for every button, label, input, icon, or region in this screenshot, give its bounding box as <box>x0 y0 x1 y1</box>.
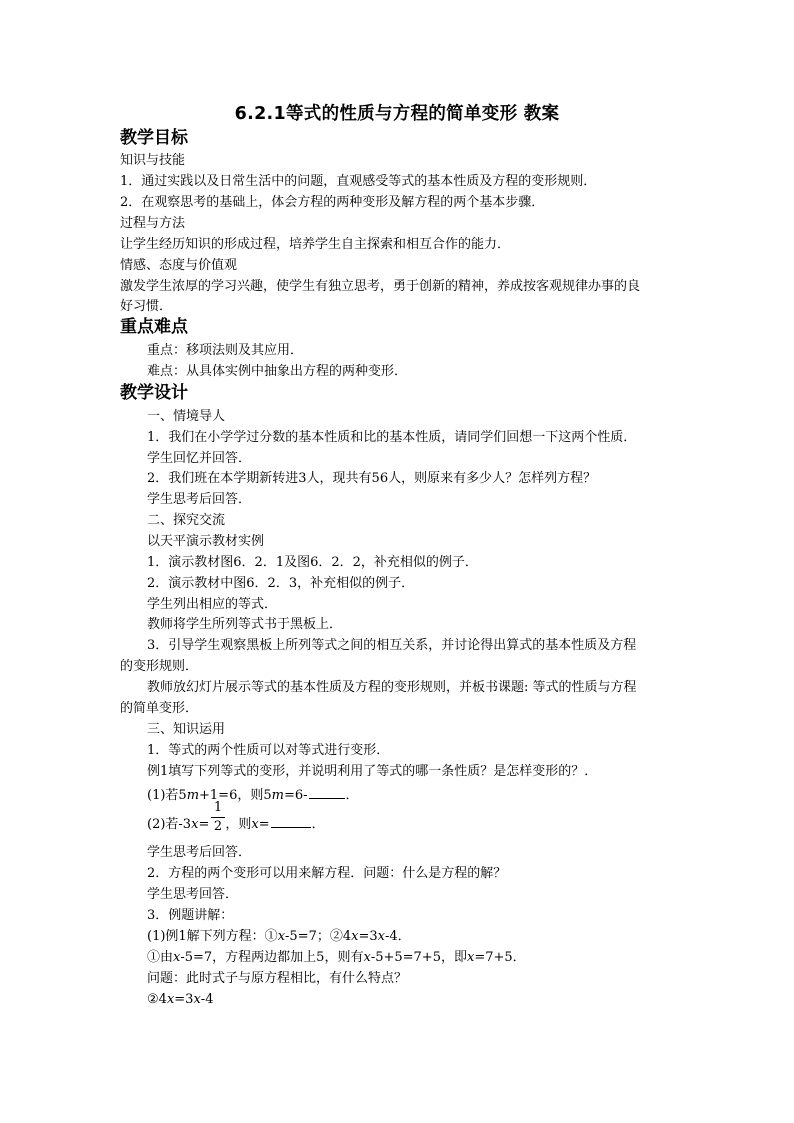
example-line-3 <box>147 929 411 945</box>
example-line-4 <box>147 950 526 966</box>
paragraph-line: 2．我们班在本学期新转进3人，现共有56人，则原来有多少人？怎样列方程？ <box>147 471 597 486</box>
math-text: =3 <box>358 929 378 944</box>
math-variable: x <box>173 950 181 965</box>
math-text: -5+5=7+5，即 <box>370 950 467 965</box>
example-line-2 <box>147 814 325 833</box>
paragraph-line: 学生思考回答． <box>147 887 239 902</box>
subheading-apply: 三、知识运用 <box>147 722 226 737</box>
math-text: = <box>198 817 210 832</box>
example-line-5 <box>147 992 213 1008</box>
paragraph-line: 重点：移项法则及其应用． <box>147 343 304 358</box>
example-line-1 <box>147 785 359 804</box>
math-text: ，则 <box>225 817 252 832</box>
paragraph-line: 好习惯． <box>120 299 173 314</box>
paragraph-line: 的变形规则． <box>120 659 199 674</box>
math-variable: x <box>377 929 385 944</box>
math-text: =7+5． <box>474 950 526 965</box>
math-text: -4． <box>385 929 411 944</box>
paragraph-line: 教师将学生所列等式书于黑板上． <box>147 617 343 632</box>
math-text: -4 <box>200 992 214 1007</box>
math-text: ． <box>311 817 325 832</box>
paragraph-line: 学生思考后回答． <box>147 845 252 860</box>
paragraph-line: 2．演示教材中图6．2．3，补充相似的例子． <box>147 576 415 591</box>
answer-blank <box>309 785 345 799</box>
fraction-numerator: 1 <box>213 800 223 815</box>
paragraph-line: 2．方程的两个变形可以用来解方程．问题：什么是方程的解？ <box>147 866 507 881</box>
paragraph-line: 的简单变形． <box>120 701 199 716</box>
math-text: = <box>258 817 270 832</box>
paragraph-line: 1．我们在小学学过分数的基本性质和比的基本性质，请同学们回想一下这两个性质． <box>147 430 637 445</box>
subheading-knowledge: 知识与技能 <box>120 153 186 168</box>
paragraph-line: 难点：从具体实例中抽象出方程的两种变形． <box>147 364 408 379</box>
math-variable: m <box>186 788 200 803</box>
math-text: =3 <box>174 992 194 1007</box>
page-title: 6.2.1等式的性质与方程的简单变形 教案 <box>234 104 560 124</box>
math-text: ②4 <box>147 992 167 1007</box>
answer-blank <box>271 814 311 828</box>
paragraph-line: 2．在观察思考的基础上，体会方程的两种变形及解方程的两个基本步骤． <box>120 195 545 210</box>
math-text: (2)若-3 <box>147 817 192 832</box>
paragraph-line: 教师放幻灯片展示等式的基本性质及方程的变形规则，并板书课题: 等式的性质与方程 <box>147 680 637 695</box>
math-text: ． <box>345 788 359 803</box>
subheading-explore: 二、探究交流 <box>147 513 226 528</box>
math-variable: m <box>271 788 284 803</box>
math-text: -5=7，方程两边都加上5，则有 <box>180 950 364 965</box>
math-text: ①由 <box>147 950 174 965</box>
math-variable: x <box>193 992 201 1007</box>
math-variable: x <box>466 950 475 965</box>
math-variable: x <box>363 950 371 965</box>
paragraph-line: 3．引导学生观察黑板上所列等式之间的相互关系，并讨论得出算式的基本性质及方程 <box>147 638 637 653</box>
paragraph-line: 学生列出相应的等式． <box>147 597 278 612</box>
section-heading-objectives: 教学目标 <box>120 128 188 148</box>
paragraph-line: 以天平演示教材实例 <box>147 534 265 549</box>
math-text: (1)若5 <box>147 788 187 803</box>
fraction-one-half <box>211 800 225 835</box>
paragraph-line: 1．等式的两个性质可以对等式进行变形． <box>147 743 390 758</box>
math-variable: x <box>277 929 286 944</box>
paragraph-line: 激发学生浓厚的学习兴趣，使学生有独立思考，勇于创新的精神，养成按客观规律办事的良 <box>120 279 641 294</box>
paragraph-line: 1．演示教材图6．2．1及图6．2．2，补充相似的例子． <box>147 555 478 570</box>
paragraph-line: 1．通过实践以及日常生活中的问题，直观感受等式的基本性质及方程的变形规则． <box>120 174 597 189</box>
math-text: -5=7；②4 <box>285 929 352 944</box>
section-heading-design: 教学设计 <box>120 383 188 403</box>
paragraph-line: 学生回忆并回答． <box>147 451 252 466</box>
fraction-denominator: 2 <box>213 819 223 834</box>
paragraph-line: 3．例题讲解： <box>147 908 234 923</box>
math-text: (1)例1解下列方程：① <box>147 929 278 944</box>
math-text: +1=6，则5 <box>199 788 272 803</box>
section-heading-keypoints: 重点难点 <box>120 317 188 337</box>
subheading-intro: 一、情境导人 <box>147 409 226 424</box>
fraction-bar <box>211 817 225 818</box>
math-variable: x <box>351 929 359 944</box>
subheading-attitude: 情感、态度与价值观 <box>120 258 238 273</box>
math-text: =6- <box>283 788 308 803</box>
paragraph-line: 让学生经历知识的形成过程，培养学生自主探索和相互合作的能力． <box>120 237 511 252</box>
math-variable: x <box>191 817 199 832</box>
paragraph-line: 问题：此时式子与原方程相比，有什么特点？ <box>147 971 408 986</box>
subheading-process: 过程与方法 <box>120 216 186 231</box>
math-variable: x <box>251 817 259 832</box>
paragraph-line: 学生思考后回答． <box>147 492 252 507</box>
math-variable: x <box>166 992 175 1007</box>
paragraph-line: 例1填写下列等式的变形，并说明利用了等式的哪一条性质？是怎样变形的？． <box>147 764 598 779</box>
